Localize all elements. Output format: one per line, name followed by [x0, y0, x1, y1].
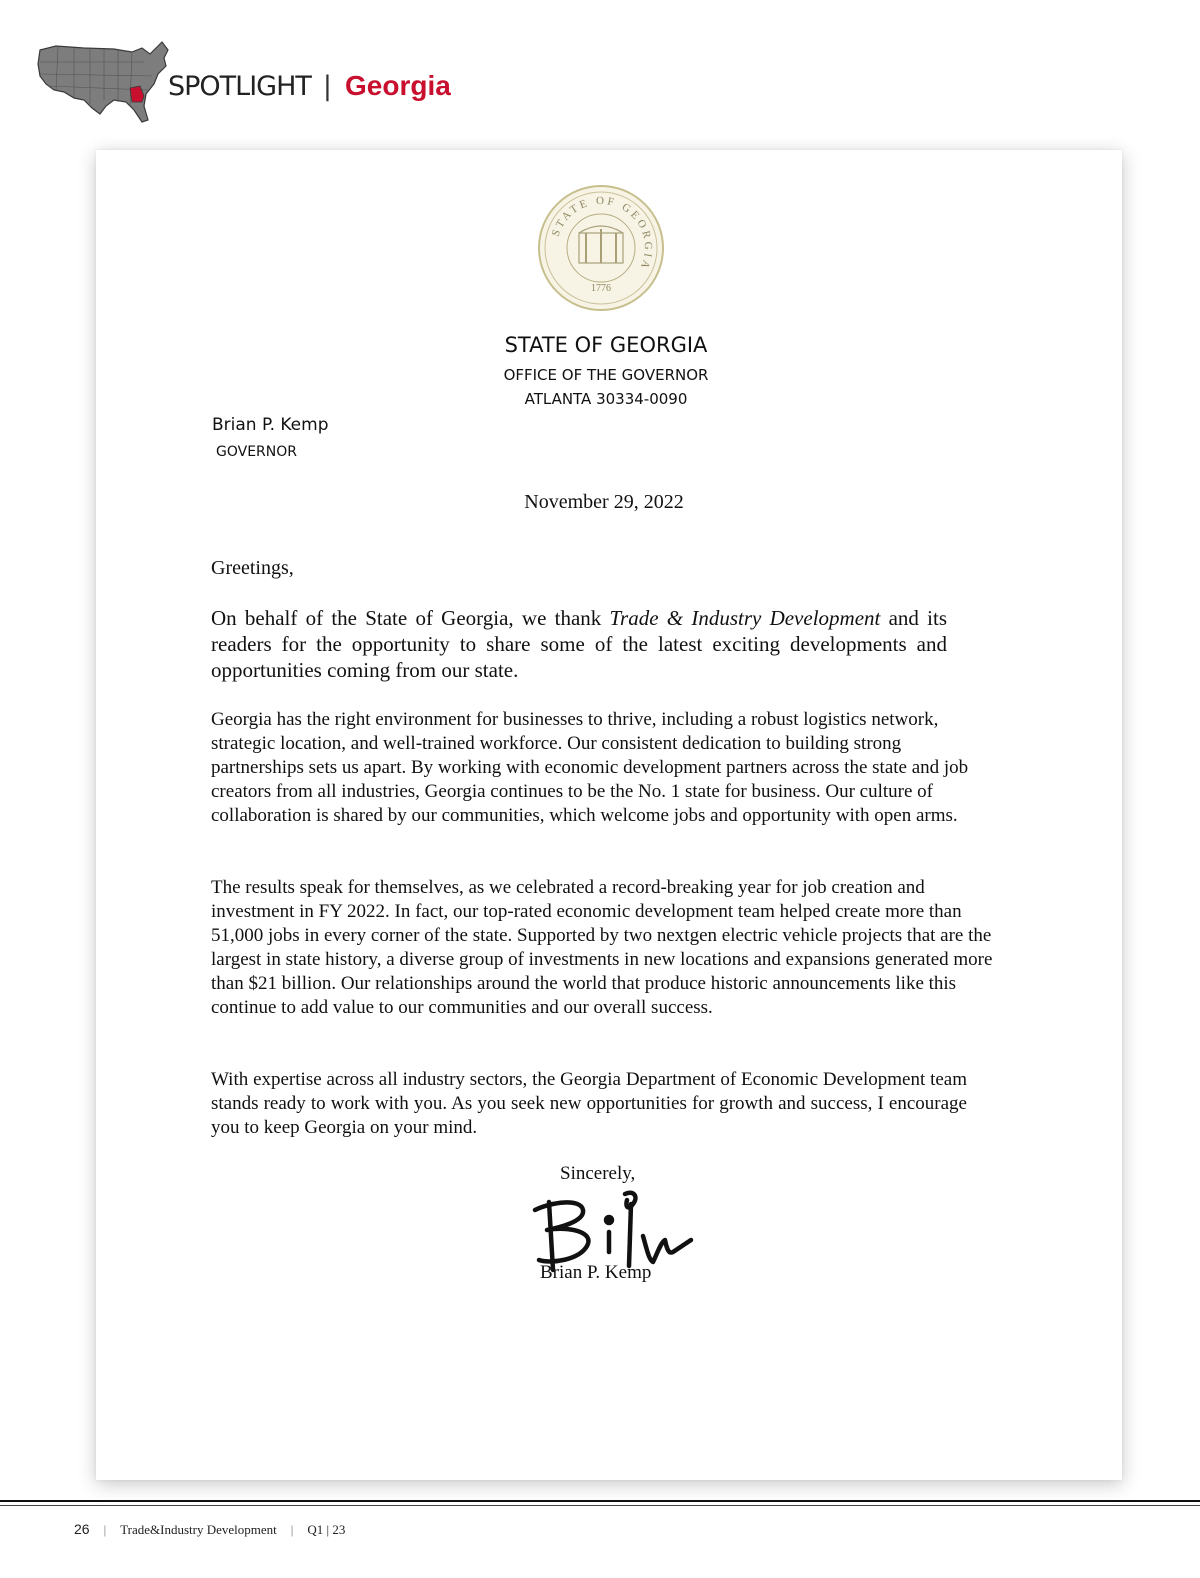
paragraph-closing: With expertise across all industry sectors, the Georgia Department of Economic Development team stands ready to work with you. As you seek new opportunities for growth and success, I encourage you to keep Georgia on your mind. [211, 1069, 967, 1138]
signature [521, 1180, 701, 1275]
letterhead-title: STATE OF GEORGIA [504, 333, 708, 357]
publication-name: Trade & Industry Development [609, 606, 881, 630]
paragraph-intro: On behalf of the State of Georgia, we thank Trade & Industry Development and its readers for the opportunity to share some of the latest exciting developments and opportunities coming from our state. [211, 606, 947, 682]
state-name: Georgia [345, 70, 451, 101]
paragraph-results: The results speak for themselves, as we celebrated a record-breaking year for job creation and investment in FY 2022. In fact, our top-rated economic development team helped create more than 51,000 jobs in every corner of the state. Supported by two nextgen electric vehicle projects that are the largest in state history, a diverse group of investments in new locations and expansions generated more than $21 billion. Our relationships around the world that produce historic announcements like this continue to add value to our communities and our overall success. [211, 877, 993, 1018]
page-number: 26 [74, 1521, 90, 1537]
svg-text:1776: 1776 [591, 283, 611, 294]
footer-separator: | [290, 1522, 294, 1537]
footer-rule [0, 1500, 1200, 1502]
state-seal-icon [536, 183, 666, 313]
page-header [0, 0, 1200, 140]
signer-name: Brian P. Kemp [540, 1262, 652, 1283]
letter-date: November 29, 2022 [524, 491, 684, 513]
issue-label: Q1 | 23 [307, 1522, 346, 1537]
section-label: SPOTLIGHT [168, 71, 311, 102]
us-map-icon [34, 36, 174, 126]
letter-greeting: Greetings, [211, 557, 294, 579]
publication-title: Trade&Industry Development [120, 1522, 277, 1537]
paragraph-environment: Georgia has the right environment for businesses to thrive, including a robust logistics network, strategic location, and well-trained workforce. Our consistent dedication to building strong partnerships sets us apart. By working with economic development partners across the state and job creators from all industries, Georgia continues to be the No. 1 state for business. Our culture of collaboration is shared by our communities, which welcome jobs and opportunity with open arms. [211, 709, 969, 826]
heading-separator: | [322, 71, 331, 102]
svg-text:STATE OF GEORGIA: STATE OF GEORGIA [549, 194, 655, 273]
letterhead-office: OFFICE OF THE GOVERNOR [503, 366, 709, 384]
letterhead-address: ATLANTA 30334-0090 [524, 390, 688, 408]
footer-rule-thin [0, 1505, 1200, 1506]
governor-letter [96, 150, 1122, 1480]
letter-closing: Sincerely, [560, 1163, 636, 1184]
footer-separator: | [103, 1522, 107, 1537]
page-footer [74, 1521, 345, 1538]
section-heading [168, 70, 451, 102]
governor-title: GOVERNOR [216, 444, 297, 460]
governor-name: Brian P. Kemp [212, 415, 329, 435]
